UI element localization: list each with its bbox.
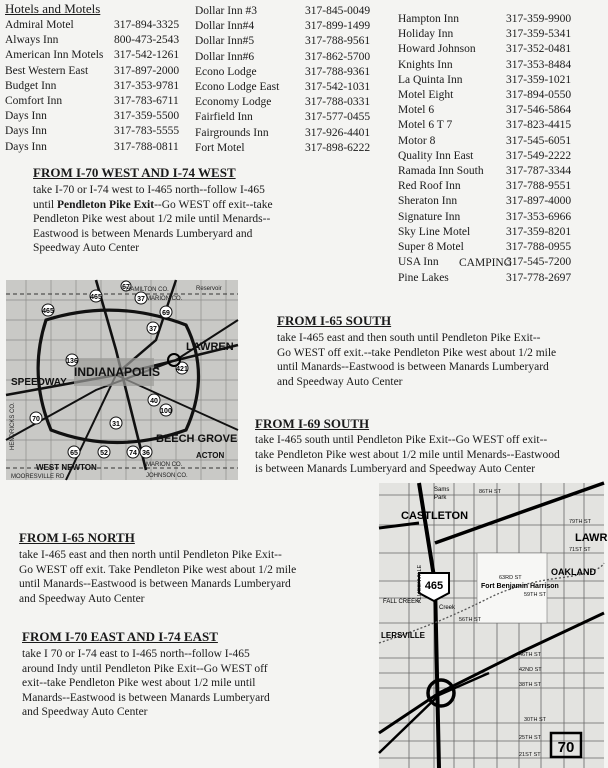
svg-text:Sams: Sams bbox=[434, 487, 450, 493]
hotel-phone: 317-353-6966 bbox=[506, 210, 572, 223]
detail-map bbox=[379, 483, 608, 768]
hotel-phone: 317-545-7200 bbox=[506, 256, 572, 269]
svg-text:Park: Park bbox=[434, 495, 447, 501]
svg-text:Creek: Creek bbox=[439, 605, 456, 611]
svg-text:69: 69 bbox=[162, 310, 170, 317]
hotel-phone: 317-788-9361 bbox=[305, 65, 371, 78]
svg-text:63RD ST: 63RD ST bbox=[499, 575, 522, 581]
hotel-phone: 317-783-5555 bbox=[114, 125, 180, 138]
hotel-phone: 317-352-0481 bbox=[506, 43, 572, 56]
svg-text:70: 70 bbox=[557, 739, 575, 756]
hotel-name: Dollar Inn#6 bbox=[195, 50, 255, 63]
hotel-phone: 317-788-0955 bbox=[506, 241, 572, 253]
hotel-phone: 317-894-0550 bbox=[506, 89, 572, 101]
svg-text:136: 136 bbox=[66, 358, 78, 365]
svg-text:70: 70 bbox=[32, 416, 40, 423]
svg-text:OAKLAND: OAKLAND bbox=[551, 567, 596, 577]
hotel-name: USA Inn bbox=[398, 256, 439, 269]
svg-text:30TH ST: 30TH ST bbox=[524, 717, 547, 723]
direction-line: Manards--Eastwood is between Manards Lumberyard bbox=[22, 691, 270, 704]
hotel-phone: 317-862-5700 bbox=[305, 50, 371, 63]
hotel-name: Dollar Inn#4 bbox=[195, 20, 255, 33]
hotel-name: Econo Lodge East bbox=[195, 81, 280, 93]
hotel-name: Ramada Inn South bbox=[398, 165, 484, 177]
svg-text:31: 31 bbox=[112, 421, 120, 428]
directions-i65-south bbox=[277, 313, 597, 389]
hotel-name: Days Inn bbox=[5, 125, 47, 138]
svg-text:67: 67 bbox=[122, 284, 130, 291]
hotel-name: Holiday Inn bbox=[398, 28, 454, 41]
hotel-name: Motel 6 bbox=[398, 104, 435, 117]
svg-text:WEST NEWTON: WEST NEWTON bbox=[36, 463, 97, 472]
hotel-name: Fairgrounds Inn bbox=[195, 126, 269, 139]
hotel-phone: 317-353-8484 bbox=[506, 58, 572, 71]
direction-line: Go WEST off exit. Take Pendleton Pike west about 1/2 mile bbox=[19, 563, 297, 576]
hotel-phone: 317-549-2222 bbox=[506, 149, 572, 162]
hotel-phone: 800-473-2543 bbox=[114, 34, 180, 47]
hotel-phone: 317-546-5864 bbox=[506, 104, 572, 117]
hotel-phone: 317-898-6222 bbox=[305, 141, 371, 154]
svg-text:65: 65 bbox=[70, 450, 78, 457]
svg-text:465: 465 bbox=[424, 580, 444, 592]
hotel-name: Knights Inn bbox=[398, 58, 453, 71]
indianapolis-map bbox=[6, 280, 238, 480]
svg-text:40: 40 bbox=[150, 398, 158, 405]
direction-line: Go WEST off exit.--take Pendleton Pike west about 1/2 mile bbox=[277, 346, 557, 359]
camping-label: CAMPING bbox=[459, 257, 513, 269]
camping-name: Pine Lakes bbox=[398, 272, 449, 284]
hotel-phone: 317-894-3325 bbox=[114, 19, 180, 31]
svg-text:465: 465 bbox=[42, 308, 54, 315]
svg-text:Reservoir: Reservoir bbox=[196, 286, 222, 292]
hotel-name: Always Inn bbox=[5, 34, 59, 47]
direction-line: is between Manards Lumberyard and Speedway Auto Center bbox=[255, 463, 536, 476]
svg-text:JOHNSON CO.: JOHNSON CO. bbox=[146, 473, 188, 479]
svg-text:56TH ST: 56TH ST bbox=[459, 617, 482, 623]
direction-line: take I-465 east and then north until Pendleton Pike Exit-- bbox=[19, 549, 282, 561]
hotel-name: Admiral Motel bbox=[5, 19, 74, 31]
svg-text:MARION CO.: MARION CO. bbox=[146, 296, 183, 302]
svg-text:21ST ST: 21ST ST bbox=[519, 752, 541, 758]
svg-text:74: 74 bbox=[129, 450, 137, 457]
hotel-phone: 317-788-0811 bbox=[114, 140, 179, 153]
svg-text:MARION CO.: MARION CO. bbox=[146, 462, 183, 468]
hotel-list-col2 bbox=[195, 4, 395, 154]
direction-line: exit--take Pendleton Pike west about 1/2 mile until bbox=[22, 677, 256, 690]
svg-text:SPEEDWAY: SPEEDWAY bbox=[11, 377, 67, 388]
hotel-name: Signature Inn bbox=[398, 210, 461, 223]
section-title: FROM I-69 SOUTH bbox=[255, 416, 370, 431]
direction-line: and Speedway Auto Center bbox=[19, 592, 145, 605]
directions-i70-east bbox=[22, 629, 362, 720]
hotel-phone: 317-845-0049 bbox=[305, 5, 371, 17]
hotel-phone: 317-359-1021 bbox=[506, 73, 572, 86]
hotel-name: Comfort Inn bbox=[5, 95, 63, 107]
hotel-phone: 317-787-3344 bbox=[506, 165, 572, 177]
hotel-name: Budget Inn bbox=[5, 79, 57, 92]
direction-line: until Manards--Eastwood is between Manards Lumberyard bbox=[19, 578, 291, 591]
svg-text:37: 37 bbox=[137, 296, 145, 303]
svg-text:HENDRICKS CO.: HENDRICKS CO. bbox=[10, 402, 16, 450]
hotel-name: Howard Johnson bbox=[398, 43, 476, 56]
svg-text:86TH ST: 86TH ST bbox=[479, 489, 502, 495]
direction-line: Eastwood is between Menards Lumberyard and bbox=[33, 227, 253, 240]
hotel-name: Red Roof Inn bbox=[398, 180, 461, 193]
hotel-name: Econo Lodge bbox=[195, 65, 257, 78]
hotel-name: Dollar Inn#5 bbox=[195, 35, 255, 48]
direction-line: take I-465 east and then south until Pendleton Pike Exit-- bbox=[277, 332, 541, 344]
hotel-list-col1 bbox=[5, 18, 195, 153]
hotel-phone: 317-359-8201 bbox=[506, 225, 572, 238]
svg-text:46TH ST: 46TH ST bbox=[519, 652, 542, 658]
hotel-name: Quality Inn East bbox=[398, 149, 474, 162]
hotel-name: Fort Motel bbox=[195, 141, 245, 154]
direction-line: around Indy until Pendleton Pike Exit--Go WEST off bbox=[22, 662, 268, 675]
hotel-name: La Quinta Inn bbox=[398, 73, 463, 86]
direction-line: take Pendleton Pike west about 1/2 mile until Menards--Eastwood bbox=[255, 448, 560, 461]
svg-text:ALLISONVILLE: ALLISONVILLE bbox=[417, 564, 423, 603]
directions-i70-west bbox=[33, 165, 363, 256]
direction-line: Speedway Auto Center bbox=[33, 242, 140, 255]
hotel-name: Sky Line Motel bbox=[398, 225, 471, 238]
hotel-name: Economy Lodge bbox=[195, 96, 272, 109]
svg-text:79TH ST: 79TH ST bbox=[569, 519, 592, 525]
svg-text:CASTLETON: CASTLETON bbox=[401, 510, 469, 522]
section-title: FROM I-70 EAST AND I-74 EAST bbox=[22, 629, 218, 644]
hotel-name: Dollar Inn #3 bbox=[195, 5, 257, 17]
hotel-name: Fairfield Inn bbox=[195, 111, 253, 124]
hotel-name: Motel Eight bbox=[398, 89, 454, 101]
hotel-phone: 317-788-0331 bbox=[305, 96, 371, 109]
svg-text:52: 52 bbox=[100, 450, 108, 457]
hotel-phone: 317-359-5500 bbox=[114, 110, 180, 123]
hotel-name: Super 8 Motel bbox=[398, 241, 464, 253]
section-title: FROM I-70 WEST AND I-74 WEST bbox=[33, 165, 236, 180]
direction-line: until Manards--Eastwood is between Manards Lumberyard bbox=[277, 361, 549, 374]
svg-text:LAWR: LAWR bbox=[575, 532, 608, 544]
hotel-phone: 317-783-6711 bbox=[114, 95, 179, 107]
svg-text:FALL CREEK: FALL CREEK bbox=[383, 599, 420, 605]
hotel-phone: 317-353-9781 bbox=[114, 79, 180, 92]
hotel-name: Hampton Inn bbox=[398, 13, 460, 25]
direction-line: take I-70 or I-74 west to I-465 north--follow I-465 bbox=[33, 184, 265, 196]
direction-line: take I-465 south until Pendleton Pike Exit--Go WEST off exit-- bbox=[255, 434, 548, 446]
direction-line: until Pendleton Pike Exit--Go WEST off exit--take bbox=[33, 198, 273, 211]
hotel-phone: 317-542-1031 bbox=[305, 81, 371, 93]
directions-i69-south bbox=[255, 416, 600, 477]
svg-text:Fort Benjamin Harrison: Fort Benjamin Harrison bbox=[481, 583, 559, 590]
hotel-phone: 317-897-2000 bbox=[114, 64, 180, 77]
svg-text:37: 37 bbox=[149, 326, 157, 333]
hotel-name: Days Inn bbox=[5, 110, 47, 123]
section-title: FROM I-65 SOUTH bbox=[277, 313, 392, 328]
svg-text:LERSVILLE: LERSVILLE bbox=[381, 631, 426, 640]
direction-line: Pendleton Pike west about 1/2 mile until Menards-- bbox=[33, 213, 271, 226]
hotel-phone: 317-823-4415 bbox=[506, 119, 572, 132]
svg-text:36: 36 bbox=[142, 450, 150, 457]
hotel-name: Days Inn bbox=[5, 140, 47, 153]
svg-text:HAMILTON CO.: HAMILTON CO. bbox=[126, 287, 169, 293]
hotel-phone: 317-897-4000 bbox=[506, 195, 572, 208]
svg-text:71ST ST: 71ST ST bbox=[569, 547, 591, 553]
svg-text:BEECH GROVE: BEECH GROVE bbox=[156, 433, 238, 445]
hotel-phone: 317-359-5341 bbox=[506, 28, 572, 41]
direction-line: and Speedway Auto Center bbox=[277, 375, 403, 388]
hotel-name: Best Western East bbox=[5, 64, 89, 77]
svg-text:100: 100 bbox=[160, 408, 172, 415]
svg-text:25TH ST: 25TH ST bbox=[519, 735, 542, 741]
hotels-header: Hotels and Motels bbox=[5, 1, 101, 16]
hotel-phone: 317-926-4401 bbox=[305, 126, 371, 139]
svg-text:INDIANAPOLIS: INDIANAPOLIS bbox=[74, 365, 161, 379]
hotel-name: American Inn Motels bbox=[5, 49, 104, 62]
hotel-name: Motor 8 bbox=[398, 134, 436, 147]
svg-text:LAWREN: LAWREN bbox=[186, 341, 234, 353]
section-title: FROM I-65 NORTH bbox=[19, 530, 135, 545]
hotel-phone: 317-545-6051 bbox=[506, 134, 572, 147]
hotel-phone: 317-788-9561 bbox=[305, 35, 371, 48]
hotel-phone: 317-577-0455 bbox=[305, 111, 371, 124]
svg-text:465: 465 bbox=[90, 294, 102, 301]
hotel-phone: 317-788-9551 bbox=[506, 180, 572, 193]
direction-line: and Speedway Auto Center bbox=[22, 706, 148, 719]
hotel-name: Sheraton Inn bbox=[398, 195, 458, 208]
svg-text:421: 421 bbox=[176, 366, 188, 373]
svg-text:MOORESVILLE RD: MOORESVILLE RD bbox=[11, 474, 65, 480]
direction-line: take I 70 or I-74 east to I-465 north--follow I-465 bbox=[22, 648, 250, 660]
svg-text:ACTON: ACTON bbox=[196, 451, 225, 460]
hotel-phone: 317-542-1261 bbox=[114, 49, 180, 62]
svg-text:42ND ST: 42ND ST bbox=[519, 667, 542, 673]
svg-text:59TH ST: 59TH ST bbox=[524, 592, 547, 598]
hotel-name: Motel 6 T 7 bbox=[398, 119, 453, 132]
hotel-phone: 317-899-1499 bbox=[305, 20, 371, 33]
directions-i65-north bbox=[19, 530, 359, 606]
hotel-phone: 317-359-9900 bbox=[506, 13, 572, 25]
camping-phone: 317-778-2697 bbox=[506, 272, 572, 284]
svg-text:38TH ST: 38TH ST bbox=[519, 682, 542, 688]
